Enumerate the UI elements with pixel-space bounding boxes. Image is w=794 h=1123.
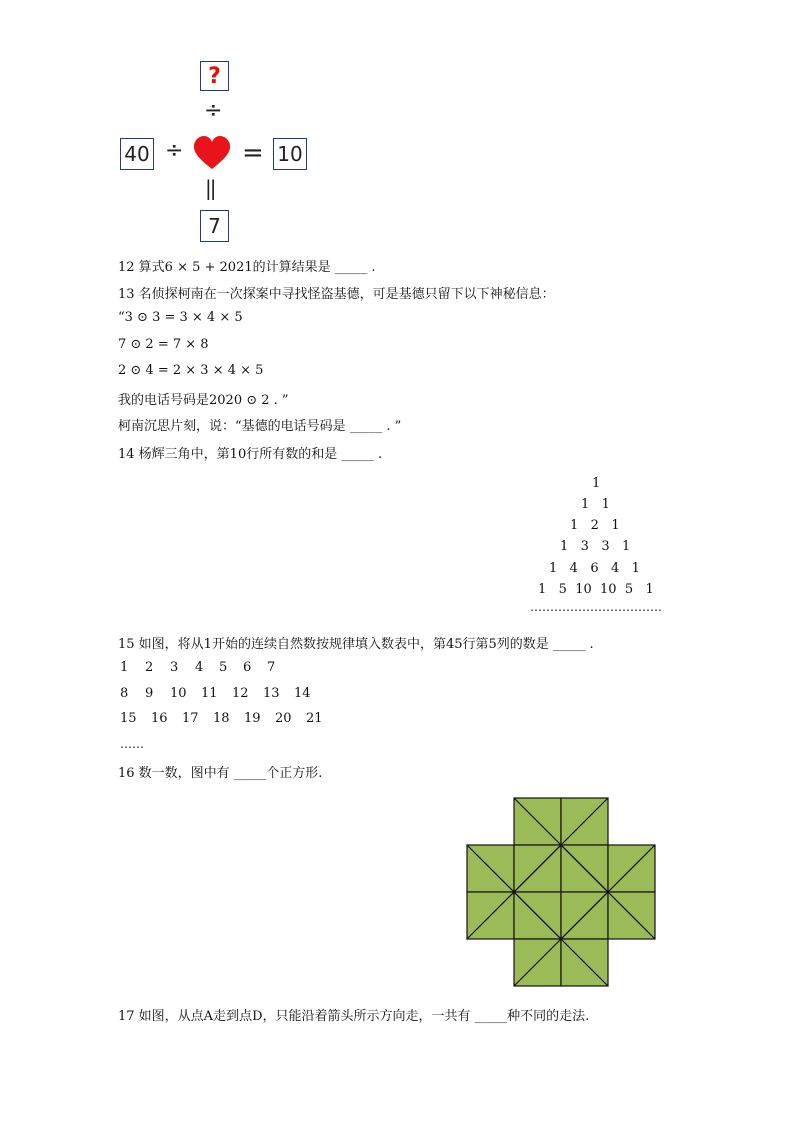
- table-cell: 17: [182, 711, 199, 726]
- square-grid-figure: [466, 797, 656, 987]
- table-cell: 11: [201, 686, 218, 701]
- top-box: [200, 61, 229, 91]
- table-row: [120, 711, 337, 726]
- left-number: 40: [124, 142, 150, 166]
- left-box: [120, 138, 154, 170]
- table-cell: 16: [151, 711, 168, 726]
- table-cell: 12: [232, 686, 249, 701]
- table-cell: 5: [219, 660, 228, 675]
- equals-sign: =: [242, 138, 264, 168]
- top-divide-sign: ÷: [204, 98, 223, 123]
- question-13-line-3: 2 ⊙ 4 = 2 × 3 × 4 × 5: [118, 363, 264, 378]
- pascal-row: 1 3 3 1: [560, 539, 631, 554]
- table-cell: 18: [213, 711, 230, 726]
- table-cell: 3: [170, 660, 179, 675]
- pascal-row: 1 1: [581, 497, 610, 512]
- question-13-line-1: “3 ⊙ 3 = 3 × 4 × 5: [118, 310, 243, 325]
- pascal-row: 1: [592, 476, 601, 491]
- pascal-dots: ……………………………: [530, 600, 662, 614]
- table-cell: 20: [275, 711, 292, 726]
- vertical-equals-sign: ||: [205, 176, 215, 200]
- question-15: 15 如图，将从1开始的连续自然数按规律填入数表中，第45行第5列的数是 _____ .: [118, 637, 594, 652]
- table-cell: 9: [145, 686, 154, 701]
- bottom-number: 7: [208, 214, 221, 238]
- table-cell: 1: [120, 660, 129, 675]
- table-cell: 8: [120, 686, 129, 701]
- table-cell: 2: [145, 660, 154, 675]
- heart-icon: [193, 136, 231, 170]
- table-cell: 19: [244, 711, 261, 726]
- question-16: 16 数一数，图中有 _____个正方形.: [118, 766, 323, 781]
- table-cell: 21: [306, 711, 323, 726]
- question-13-line-4: 我的电话号码是2020 ⊙ 2 . ”: [118, 393, 289, 408]
- right-box: [273, 138, 307, 170]
- question-14: 14 杨辉三角中，第10行所有数的和是 _____ .: [118, 447, 383, 462]
- table-row: [120, 660, 291, 675]
- question-13-intro: 13 名侦探柯南在一次探案中寻找怪盗基德，可是基德只留下以下神秘信息：: [118, 287, 555, 302]
- table-cell: 7: [267, 660, 276, 675]
- table-cell: 4: [195, 660, 204, 675]
- question-13-line-2: 7 ⊙ 2 = 7 × 8: [118, 337, 209, 352]
- mid-divide-sign: ÷: [165, 138, 184, 163]
- table-cell: 6: [243, 660, 252, 675]
- pascal-row: 1 5 10 10 5 1: [538, 582, 654, 597]
- table-cell: 14: [294, 686, 311, 701]
- question-13-line-5: 柯南沉思片刻，说：“基德的电话号码是 _____ . ”: [118, 419, 402, 434]
- question-17: 17 如图，从点A走到点D，只能沿着箭头所示方向走，一共有 _____种不同的走法.: [118, 1009, 590, 1024]
- bottom-box: [200, 210, 229, 242]
- table-cell: 13: [263, 686, 280, 701]
- table-ellipsis: ……: [120, 737, 144, 751]
- question-12: 12 算式6 × 5 + 2021的计算结果是 _____ .: [118, 260, 376, 275]
- table-row: [120, 686, 325, 701]
- question-mark: ?: [208, 63, 221, 89]
- pascal-row: 1 2 1: [570, 518, 620, 533]
- table-cell: 15: [120, 711, 137, 726]
- table-cell: 10: [170, 686, 187, 701]
- right-number: 10: [277, 142, 303, 166]
- pascal-row: 1 4 6 4 1: [549, 561, 640, 576]
